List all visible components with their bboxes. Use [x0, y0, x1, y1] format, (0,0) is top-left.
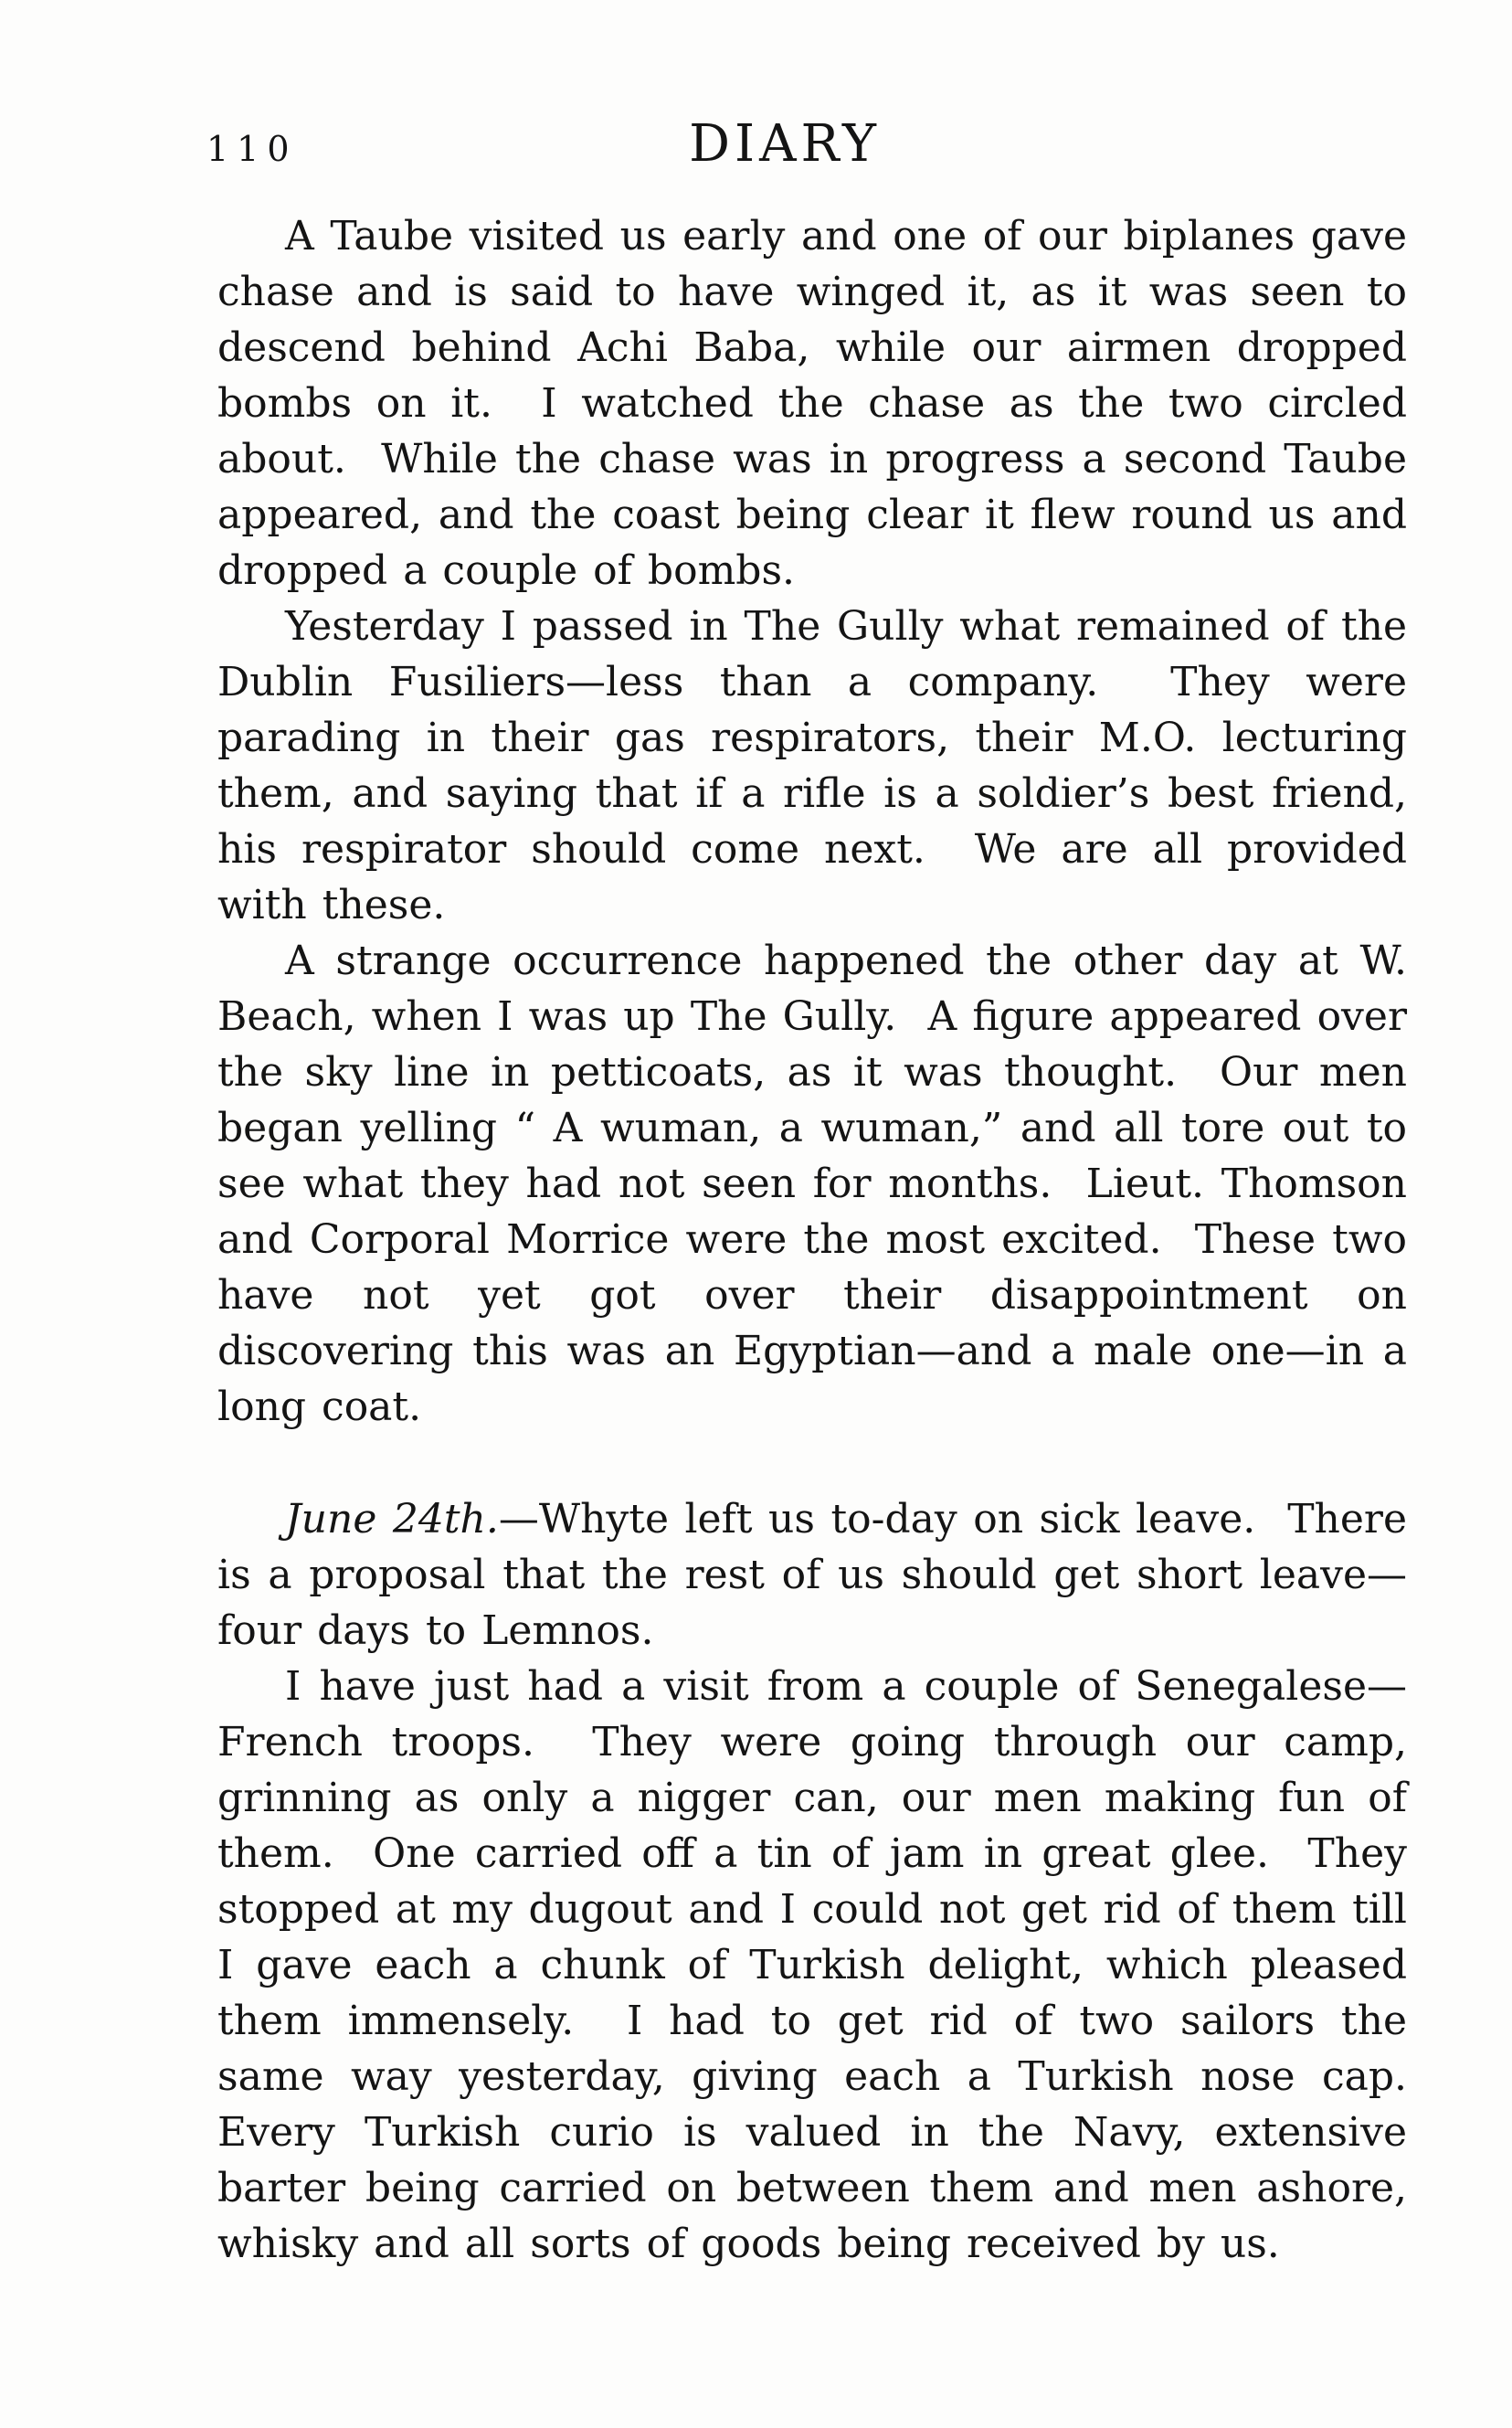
entry-date: June 24th. — [285, 1496, 499, 1543]
page-number: 110 — [206, 129, 298, 169]
text-block — [206, 0, 1438, 2272]
diary-entry-paragraph — [217, 1491, 1422, 1659]
diary-paragraph: A strange occurrence happened the other day at W. Beach, when I was up The Gully. A figure appeared over the sky line in petticoats, as it was thought. Our men began yelling “ A wuman, a wuman,” and all tore out to see what they had not seen for months. Lieut. Thomson and Corporal Morrice were the most excited. These two have not yet got over their disappointment on discovering this was an Egyptian—and a male one—in a long coat. — [217, 938, 1422, 1430]
running-title: DIARY — [689, 114, 881, 174]
entry-text: —Whyte left us to-day on sick leave. There is a proposal that the rest of us should get short leave—four days to Lemnos. — [217, 1496, 1422, 1654]
diary-paragraph: Yesterday I passed in The Gully what remained of the Dublin Fusiliers—less than a company. They were parading in their gas respirators, their M.O. lecturing them, and saying that if a rifle is a soldier’s best friend, his respirator should come next. We are all provided with these. — [217, 603, 1422, 928]
running-head — [206, 0, 1407, 174]
diary-text — [217, 208, 1438, 2272]
diary-paragraph: I have just had a visit from a couple of Senegalese—French troops. They were going through our camp, grinning as only a nigger can, our men making fun of them. One carried off a tin of jam in great glee. They stopped at my dugout and I could not get rid of them till I gave each a chunk of Turkish delight, which pleased them immensely. I had to get rid of two sailors the same way yesterday, giving each a Turkish nose cap. Every Turkish curio is valued in the Navy, extensive barter being carried on between them and men ashore, whisky and all sorts of goods being received by us. — [217, 1663, 1438, 2267]
diary-paragraph: A Taube visited us early and one of our biplanes gave chase and is said to have winged it, as it was seen to descend behind Achi Baba, while our airmen dropped bombs on it. I watched the chase as the two circled about. While the chase was in progress a second Taube appeared, and the coast being clear it flew round us and dropped a couple of bombs. — [217, 213, 1422, 594]
